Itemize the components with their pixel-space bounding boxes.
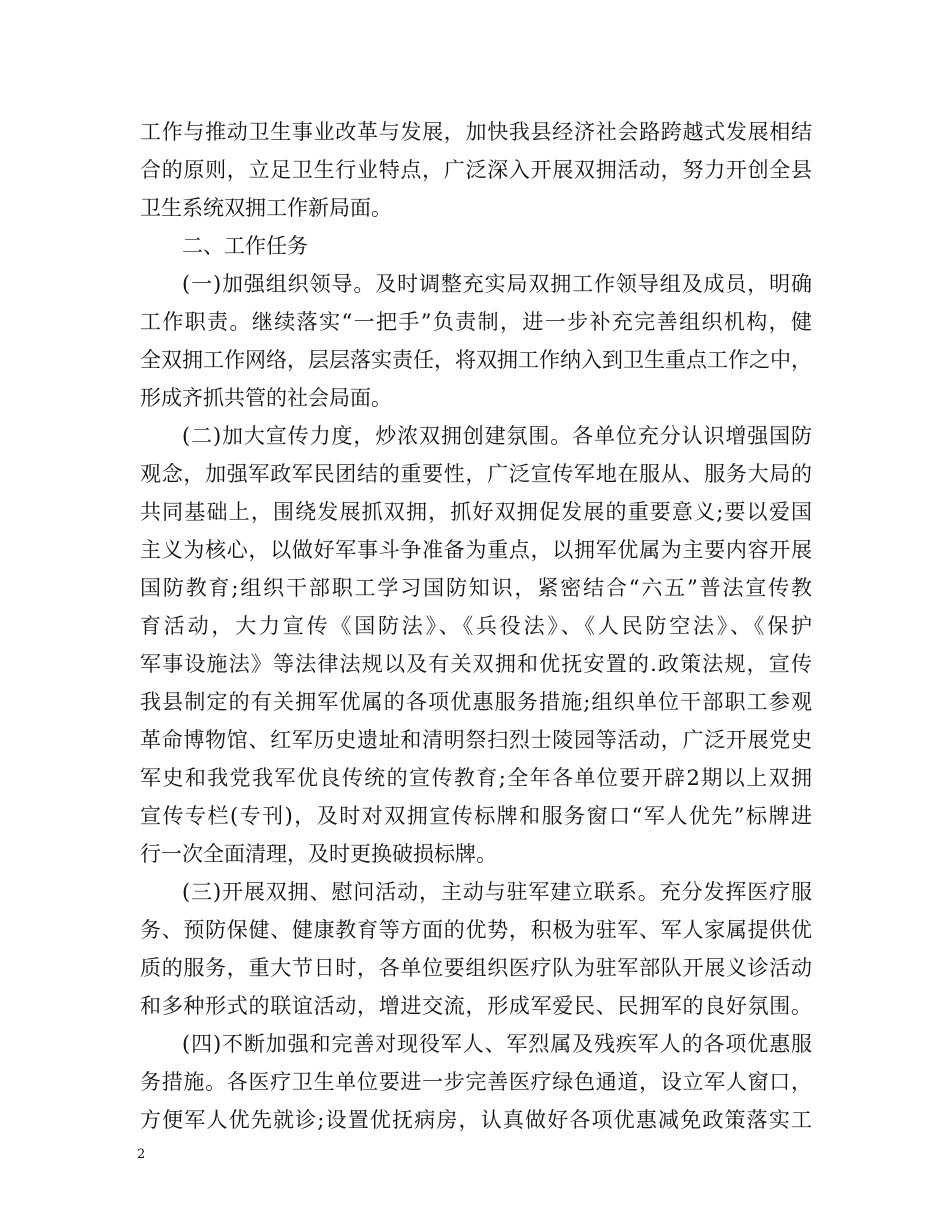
text-line: 工作与推动卫生事业改革与发展，加快我县经济社会路跨越式发展相结 — [140, 120, 812, 144]
text-line: 共同基础上，围绕发展抓双拥，抓好双拥促发展的重要意义;要以爱国 — [140, 500, 812, 524]
text-line: 行一次全面清理，及时更换破损标牌。 — [140, 842, 497, 866]
text-line: 和多种形式的联谊活动，增进交流，形成军爱民、民拥军的良好氛围。 — [140, 994, 812, 1018]
text-line: 形成齐抓共管的社会局面。 — [140, 386, 392, 410]
text-line: 合的原则，立足卫生行业特点，广泛深入开展双拥活动，努力开创全县 — [140, 158, 812, 182]
text-line: 我县制定的有关拥军优属的各项优惠服务措施;组织单位干部职工参观 — [140, 690, 812, 714]
text-line: 革命博物馆、红军历史遗址和清明祭扫烈士陵园等活动，广泛开展党史 — [140, 728, 812, 752]
text-line: 军事设施法》等法律法规以及有关双拥和优抚安置的.政策法规，宣传 — [140, 652, 812, 676]
text-line: 全双拥工作网络，层层落实责任，将双拥工作纳入到卫生重点工作之中， — [140, 348, 812, 372]
text-line: (三)开展双拥、慰问活动，主动与驻军建立联系。充分发挥医疗服 — [182, 880, 812, 904]
text-line: (一)加强组织领导。及时调整充实局双拥工作领导组及成员，明确 — [182, 272, 812, 296]
text-line: 务措施。各医疗卫生单位要进一步完善医疗绿色通道，设立军人窗口， — [140, 1070, 812, 1094]
text-line: 军史和我党我军优良传统的宣传教育;全年各单位要开辟2期以上双拥 — [140, 766, 812, 790]
page-number: 2 — [137, 1147, 146, 1162]
text-line: 质的服务，重大节日时，各单位要组织医疗队为驻军部队开展义诊活动 — [140, 956, 812, 980]
text-line: 宣传专栏(专刊)，及时对双拥宣传标牌和服务窗口“军人优先”标牌进 — [140, 804, 812, 828]
text-line: (二)加大宣传力度，炒浓双拥创建氛围。各单位充分认识增强国防 — [182, 424, 812, 448]
section-heading: 二、工作任务 — [182, 234, 308, 258]
text-line: (四)不断加强和完善对现役军人、军烈属及残疾军人的各项优惠服 — [182, 1032, 812, 1056]
text-line: 务、预防保健、健康教育等方面的优势，积极为驻军、军人家属提供优 — [140, 918, 812, 942]
text-line: 育活动，大力宣传《国防法》、《兵役法》、《人民防空法》、《保护 — [140, 614, 812, 638]
text-line: 国防教育;组织干部职工学习国防知识，紧密结合“六五”普法宣传教 — [140, 576, 812, 600]
text-line: 工作职责。继续落实“一把手”负责制，进一步补充完善组织机构，健 — [140, 310, 812, 334]
text-line: 方便军人优先就诊;设置优抚病房，认真做好各项优惠减免政策落实工 — [140, 1108, 812, 1132]
text-line: 观念，加强军政军民团结的重要性，广泛宣传军地在服从、服务大局的 — [140, 462, 812, 486]
text-line: 卫生系统双拥工作新局面。 — [140, 196, 392, 220]
text-line: 主义为核心，以做好军事斗争准备为重点，以拥军优属为主要内容开展 — [140, 538, 812, 562]
